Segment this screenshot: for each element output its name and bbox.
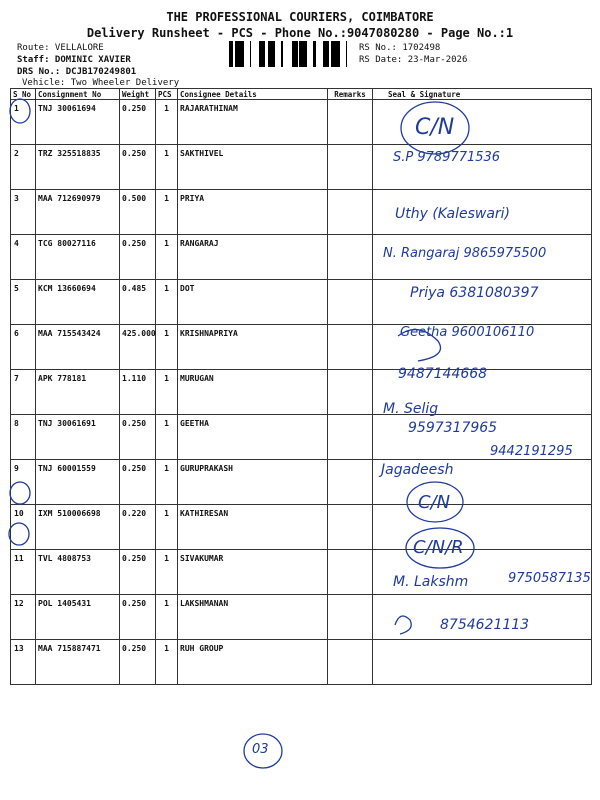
consignee-name: RANGARAJ	[178, 235, 328, 280]
sig-squiggle-13	[395, 616, 411, 634]
row-mark-circle-11	[9, 523, 29, 545]
serial-number: 7	[11, 370, 36, 415]
weight: 0.250	[120, 595, 156, 640]
serial-number: 9	[11, 460, 36, 505]
company-title: THE PROFESSIONAL COURIERS, COIMBATORE	[166, 10, 434, 24]
consignee-name: MURUGAN	[178, 370, 328, 415]
pieces: 1	[156, 550, 178, 595]
pieces: 1	[156, 325, 178, 370]
serial-number: 12	[11, 595, 36, 640]
consignee-name: KRISHNAPRIYA	[178, 325, 328, 370]
consignee-name: RAJARATHINAM	[178, 100, 328, 145]
signature-6: Geetha 9600106110	[400, 325, 535, 340]
signature-2: S.P 9789771536	[393, 150, 501, 165]
weight: 0.500	[120, 190, 156, 235]
consignment-number: TRZ 325518835	[36, 145, 120, 190]
weight: 0.250	[120, 235, 156, 280]
signature-11: C/N/R	[413, 537, 464, 558]
row-mark-circle-1	[10, 99, 30, 123]
signature-7: 9487144668	[398, 366, 488, 382]
pieces: 1	[156, 370, 178, 415]
pieces: 1	[156, 280, 178, 325]
weight: 0.250	[120, 640, 156, 685]
col-pcs: PCS	[156, 89, 178, 100]
weight: 0.250	[120, 145, 156, 190]
weight: 0.485	[120, 280, 156, 325]
col-weight: Weight	[120, 89, 156, 100]
drs-number: DRS No.: DCJB170249801	[17, 67, 137, 77]
serial-number: 5	[11, 280, 36, 325]
consignment-number: MAA 715543424	[36, 325, 120, 370]
serial-number: 6	[11, 325, 36, 370]
pieces: 1	[156, 100, 178, 145]
weight: 0.250	[120, 550, 156, 595]
signature-5: Priya 6381080397	[410, 285, 539, 301]
weight: 425.000	[120, 325, 156, 370]
consignment-number: MAA 712690979	[36, 190, 120, 235]
signature-9-phone: 9442191295	[490, 444, 573, 459]
weight: 0.250	[120, 415, 156, 460]
serial-number: 10	[11, 505, 36, 550]
signature-3: Uthy (Kaleswari)	[395, 206, 511, 222]
consignment-number: POL 1405431	[36, 595, 120, 640]
signature-9-name: Jagadeesh	[381, 462, 454, 478]
consignment-number: APK 778181	[36, 370, 120, 415]
weight: 1.110	[120, 370, 156, 415]
col-remarks: Remarks	[328, 89, 373, 100]
weight: 0.220	[120, 505, 156, 550]
rs-date: RS Date: 23-Mar-2026	[359, 55, 468, 65]
rs-number: RS No.: 1702498	[359, 43, 441, 53]
consignment-number: TCG 80027116	[36, 235, 120, 280]
serial-number: 11	[11, 550, 36, 595]
col-consignee: Consignee Details	[178, 89, 328, 100]
consignment-number: KCM 13660694	[36, 280, 120, 325]
consignee-name: GURUPRAKASH	[178, 460, 328, 505]
consignment-number: TNJ 60001559	[36, 460, 120, 505]
signature-8-phone: 9597317965	[408, 420, 498, 436]
pieces: 1	[156, 190, 178, 235]
serial-number: 13	[11, 640, 36, 685]
consignee-name: LAKSHMANAN	[178, 595, 328, 640]
runsheet-subtitle: Delivery Runsheet - PCS - Phone No.:9047080280 - Page No.:1	[86, 26, 514, 40]
route-info: Route: VELLALORE	[17, 43, 104, 53]
consignee-name: SIVAKUMAR	[178, 550, 328, 595]
pieces: 1	[156, 505, 178, 550]
pieces: 1	[156, 595, 178, 640]
pieces: 1	[156, 415, 178, 460]
consignee-name: PRIYA	[178, 190, 328, 235]
signature-13: 8754621113	[440, 617, 530, 633]
consignee-name: GEETHA	[178, 415, 328, 460]
weight: 0.250	[120, 100, 156, 145]
col-consignment: Consignment No	[36, 89, 120, 100]
consignment-number: TNJ 30061694	[36, 100, 120, 145]
col-signature: Seal & Signature	[373, 89, 592, 100]
pieces: 1	[156, 640, 178, 685]
serial-number: 1	[11, 100, 36, 145]
signature-8-name: M. Selig	[383, 401, 439, 417]
consignee-name: DOT	[178, 280, 328, 325]
vehicle-info: Vehicle: Two Wheeler Delivery	[22, 78, 180, 88]
signature-12-name: M. Lakshm	[393, 574, 469, 590]
serial-number: 3	[11, 190, 36, 235]
page-mark: 03	[252, 742, 269, 757]
consignment-number: MAA 715887471	[36, 640, 120, 685]
consignment-number: TNJ 30061691	[36, 415, 120, 460]
row-mark-circle-10	[10, 482, 30, 504]
staff-info: Staff: DOMINIC XAVIER	[17, 55, 131, 65]
weight: 0.250	[120, 460, 156, 505]
pieces: 1	[156, 460, 178, 505]
signature-10: C/N	[418, 492, 451, 513]
serial-number: 4	[11, 235, 36, 280]
consignment-number: TVL 4808753	[36, 550, 120, 595]
pieces: 1	[156, 145, 178, 190]
signature-12-phone: 9750587135	[508, 571, 591, 586]
consignee-name: KATHIRESAN	[178, 505, 328, 550]
consignee-name: SAKTHIVEL	[178, 145, 328, 190]
serial-number: 2	[11, 145, 36, 190]
signature-4: N. Rangaraj 9865975500	[383, 246, 547, 261]
consignment-number: IXM 510006698	[36, 505, 120, 550]
serial-number: 8	[11, 415, 36, 460]
consignee-name: RUH GROUP	[178, 640, 328, 685]
pieces: 1	[156, 235, 178, 280]
col-sno: S No	[11, 89, 36, 100]
signature-1: C/N	[415, 115, 455, 140]
